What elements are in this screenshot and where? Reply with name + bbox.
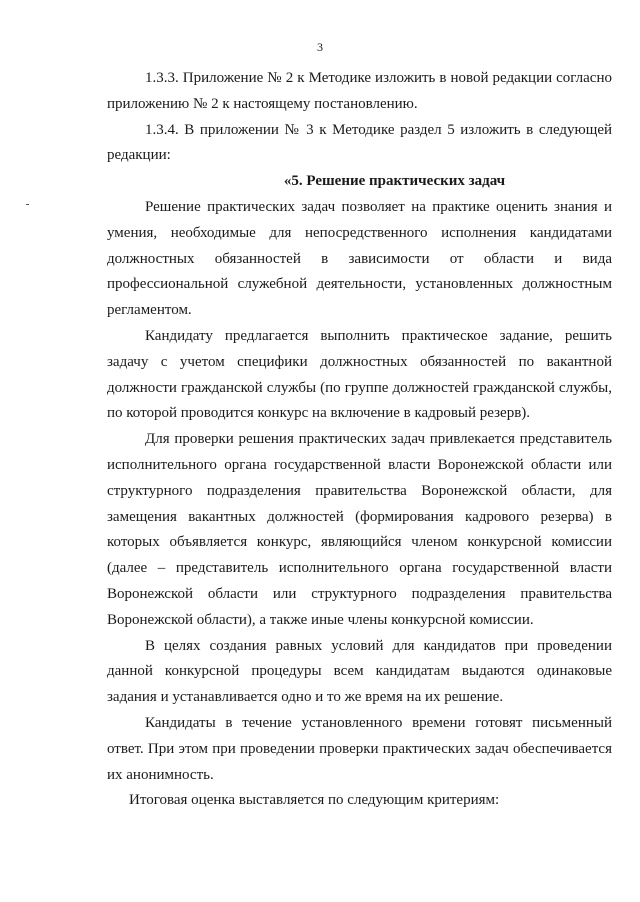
margin-mark — [26, 204, 29, 205]
paragraph-verification: Для проверки решения практических задач привлекается представитель исполнительного органа государственной власти Воронежской области или структурного подразделения правительства Воронежской области, для замещения вакантных должностей (формирования кадрового резерва) в которых объявляется конкурс, являющийся членом конкурсной комиссии (далее – представитель исполнительного органа государственной власти Воронежской области или структурного подразделения правительства Воронежской области), а также иные члены конкурсной комиссии. — [107, 431, 612, 628]
page-number: 3 — [317, 40, 323, 54]
paragraph-equal-conditions: В целях создания равных условий для кандидатов при проведении данной конкурсной процедуры всем кандидатам выдаются одинаковые задания и устанавливается одно и то же время на их решение. — [107, 637, 612, 706]
section-heading: «5. Решение практических задач — [283, 173, 506, 190]
paragraph-criteria-intro: Итоговая оценка выставляется по следующим критериям: — [129, 792, 500, 809]
paragraph-item-1-3-3: 1.3.3. Приложение № 2 к Методике изложить в новой редакции согласно приложению № 2 к настоящему постановлению. — [107, 70, 612, 112]
paragraph-candidate-task: Кандидату предлагается выполнить практическое задание, решить задачу с учетом специфики должностных обязанностей по вакантной должности гражданской службы (по группе должностей гражданской службы, по которой проводится конкурс на включение в кадровый резерв). — [107, 327, 612, 422]
paragraph-item-1-3-4: 1.3.4. В приложении № 3 к Методике раздел 5 изложить в следующей редакции: — [107, 121, 612, 164]
paragraph-task-purpose: Решение практических задач позволяет на практике оценить знания и умения, необходимые для непосредственного исполнения кандидатами должностных обязанностей в зависимости от области и вида профессиональной служебной деятельности, установленных должностным регламентом. — [107, 198, 612, 319]
paragraph-anonymity: Кандидаты в течение установленного времени готовят письменный ответ. При этом при проведении проверки практических задач обеспечивается их анонимность. — [107, 714, 612, 783]
document-body — [107, 66, 612, 814]
